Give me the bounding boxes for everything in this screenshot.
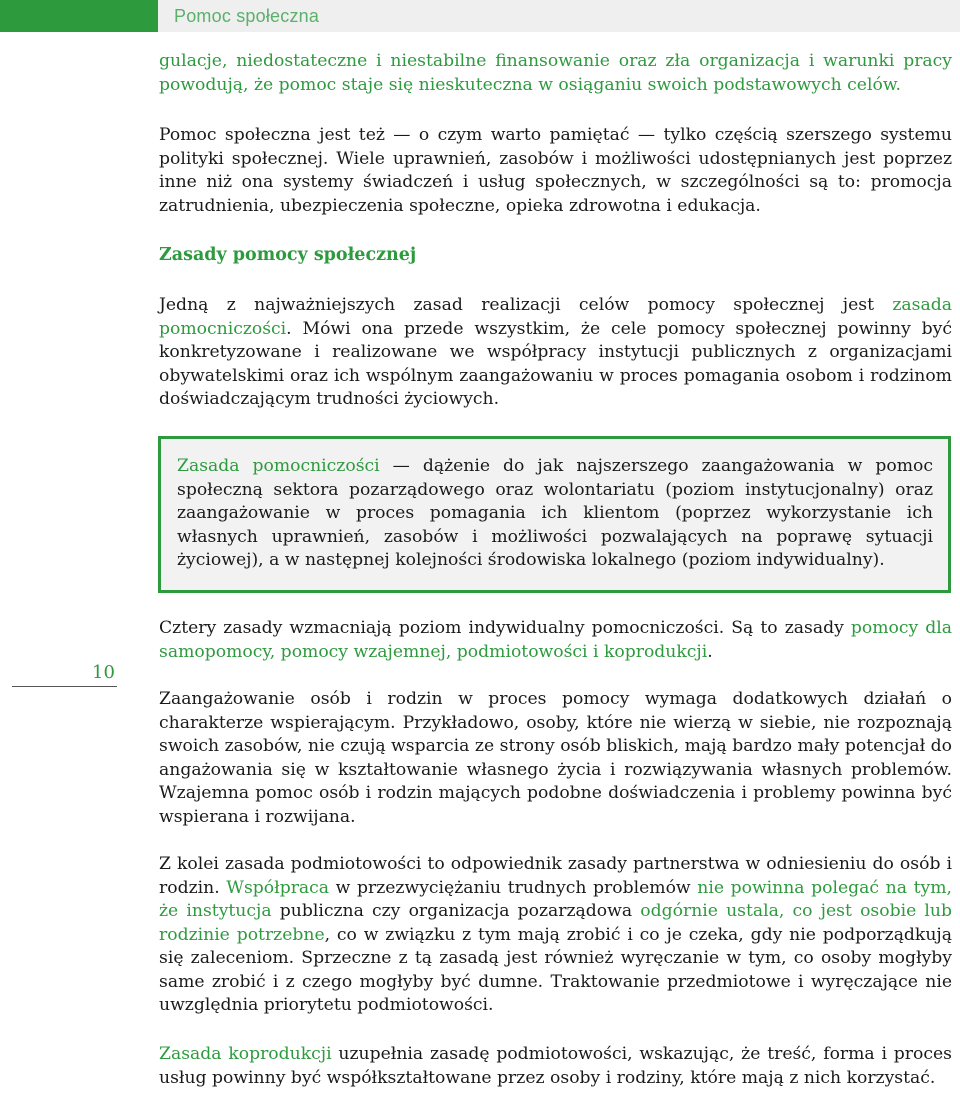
page-number: 10: [92, 662, 115, 683]
highlight-text: odgórnie ustala, co jest osobie lub rodzinie potrzebne: [159, 901, 953, 945]
text-run: .: [707, 641, 713, 662]
paragraph-four-principles: [159, 617, 952, 664]
page-number-rule: [12, 686, 117, 687]
header-title: Pomoc społeczna: [174, 6, 320, 26]
text-run: Cztery zasady wzmacniają poziom indywidualny pomocniczości. Są to zasady: [159, 618, 851, 638]
paragraph-continuation: [159, 50, 952, 97]
text-run: w przezwyciężaniu trudnych problemów: [329, 877, 698, 898]
header-accent-block: [0, 0, 158, 32]
highlight-term: zasada pomocniczości: [159, 295, 952, 339]
text-run: Z kolei zasada podmiotowości to odpowiednik zasady partnerstwa w odniesieniu do osób i rodzin.: [159, 854, 952, 898]
paragraph-subsidiarity-intro: [159, 294, 952, 412]
text-run: publiczna czy organizacja pozarządowa: [271, 901, 641, 921]
paragraph-subjectivity: [159, 853, 952, 1018]
paragraph-coproduction: [159, 1043, 952, 1090]
text-run: uzupełnia zasadę podmiotowości, wskazując, że treść, forma i proces usług powinny być współkształtowane przez osoby i rodziny, które mają z nich korzystać.: [159, 1044, 952, 1088]
highlight-term: Zasada koprodukcji: [159, 1044, 332, 1064]
paragraph-engagement: [159, 688, 952, 829]
text-run: . Mówi ona przede wszystkim, że cele pomocy społecznej powinny być konkretyzowane i realizowane we współpracy instytucji publicznych z organizacjami obywatelskimi oraz ich wspólnym zaangażowaniu w proces pomagania osobom i rodzinom doświadczającym trudności życiowych.: [159, 318, 952, 409]
definition-body: — dążenie do jak najszerszego zaangażowania w pomoc społeczną sektora pozarządowego oraz wolontariatu (poziom instytucjonalny) oraz zaangażowanie w proces pomagania ich klientom (poprzez wykorzystanie ich własnych uprawnień, zasobów i możliwości pozwalających na poprawę sytuacji życiowej), a w następnej kolejności środowiska lokalnego (poziom indywidualny).: [177, 456, 933, 570]
text-run: , co w związku z tym mają zrobić i co je czeka, gdy nie podporządkują się zaleceniom. Sprzeczne z tą zasadą jest również wyręczanie w tym, co osoby mogłyby same zrobić i z czego mogłyby być dumne. Traktowanie przedmiotowe i wyręczające nie uwzględnia priorytetu podmiotowości.: [159, 924, 952, 1015]
paragraph-text: Pomoc społeczna jest też — o czym warto pamiętać — tylko częścią szerszego systemu polityki społecznej. Wiele uprawnień, zasobów i możliwości udostępnianych jest poprzez inne niż ona systemy świadczeń i usług społecznych, w szczególności są to: promocja zatrudnienia, ubezpieczenia społeczne, opieka zdrowotna i edukacja.: [159, 125, 952, 216]
section-heading: Zasady pomocy społecznej: [159, 245, 417, 265]
text-run: Jedną z najważniejszych zasad realizacji celów pomocy społecznej jest: [159, 295, 893, 315]
definition-term: Zasada pomocniczości: [177, 456, 380, 476]
highlight-text: Współpraca: [226, 877, 330, 898]
paragraph-text: gulacje, niedostateczne i niestabilne finansowanie oraz zła organizacja i warunki pracy powodują, że pomoc staje się nieskuteczna w osiąganiu swoich podstawowych celów.: [159, 51, 952, 95]
paragraph-text: Zaangażowanie osób i rodzin w proces pomocy wymaga dodatkowych działań o charakterze wspierającym. Przykładowo, osoby, które nie wierzą w siebie, nie rozpoznają swoich zasobów, nie czują wsparcia ze strony osób bliskich, mają bardzo mały potencjał do angażowania się w kształtowanie własnego życia i rozwiązywania własnych problemów. Wzajemna pomoc osób i rodzin mających podobne doświadczenia i problemy powinna być wspierana i rozwijana.: [159, 689, 952, 827]
definition-box: [158, 436, 951, 593]
highlight-text: nie powinna polegać na tym, że instytucja: [159, 877, 952, 921]
highlight-principles: pomocy dla samopomocy, pomocy wzajemnej, podmiotowości i koprodukcji: [159, 618, 953, 662]
paragraph-social-policy: [159, 124, 952, 218]
page-header: [0, 0, 960, 32]
definition-text: [177, 455, 933, 573]
